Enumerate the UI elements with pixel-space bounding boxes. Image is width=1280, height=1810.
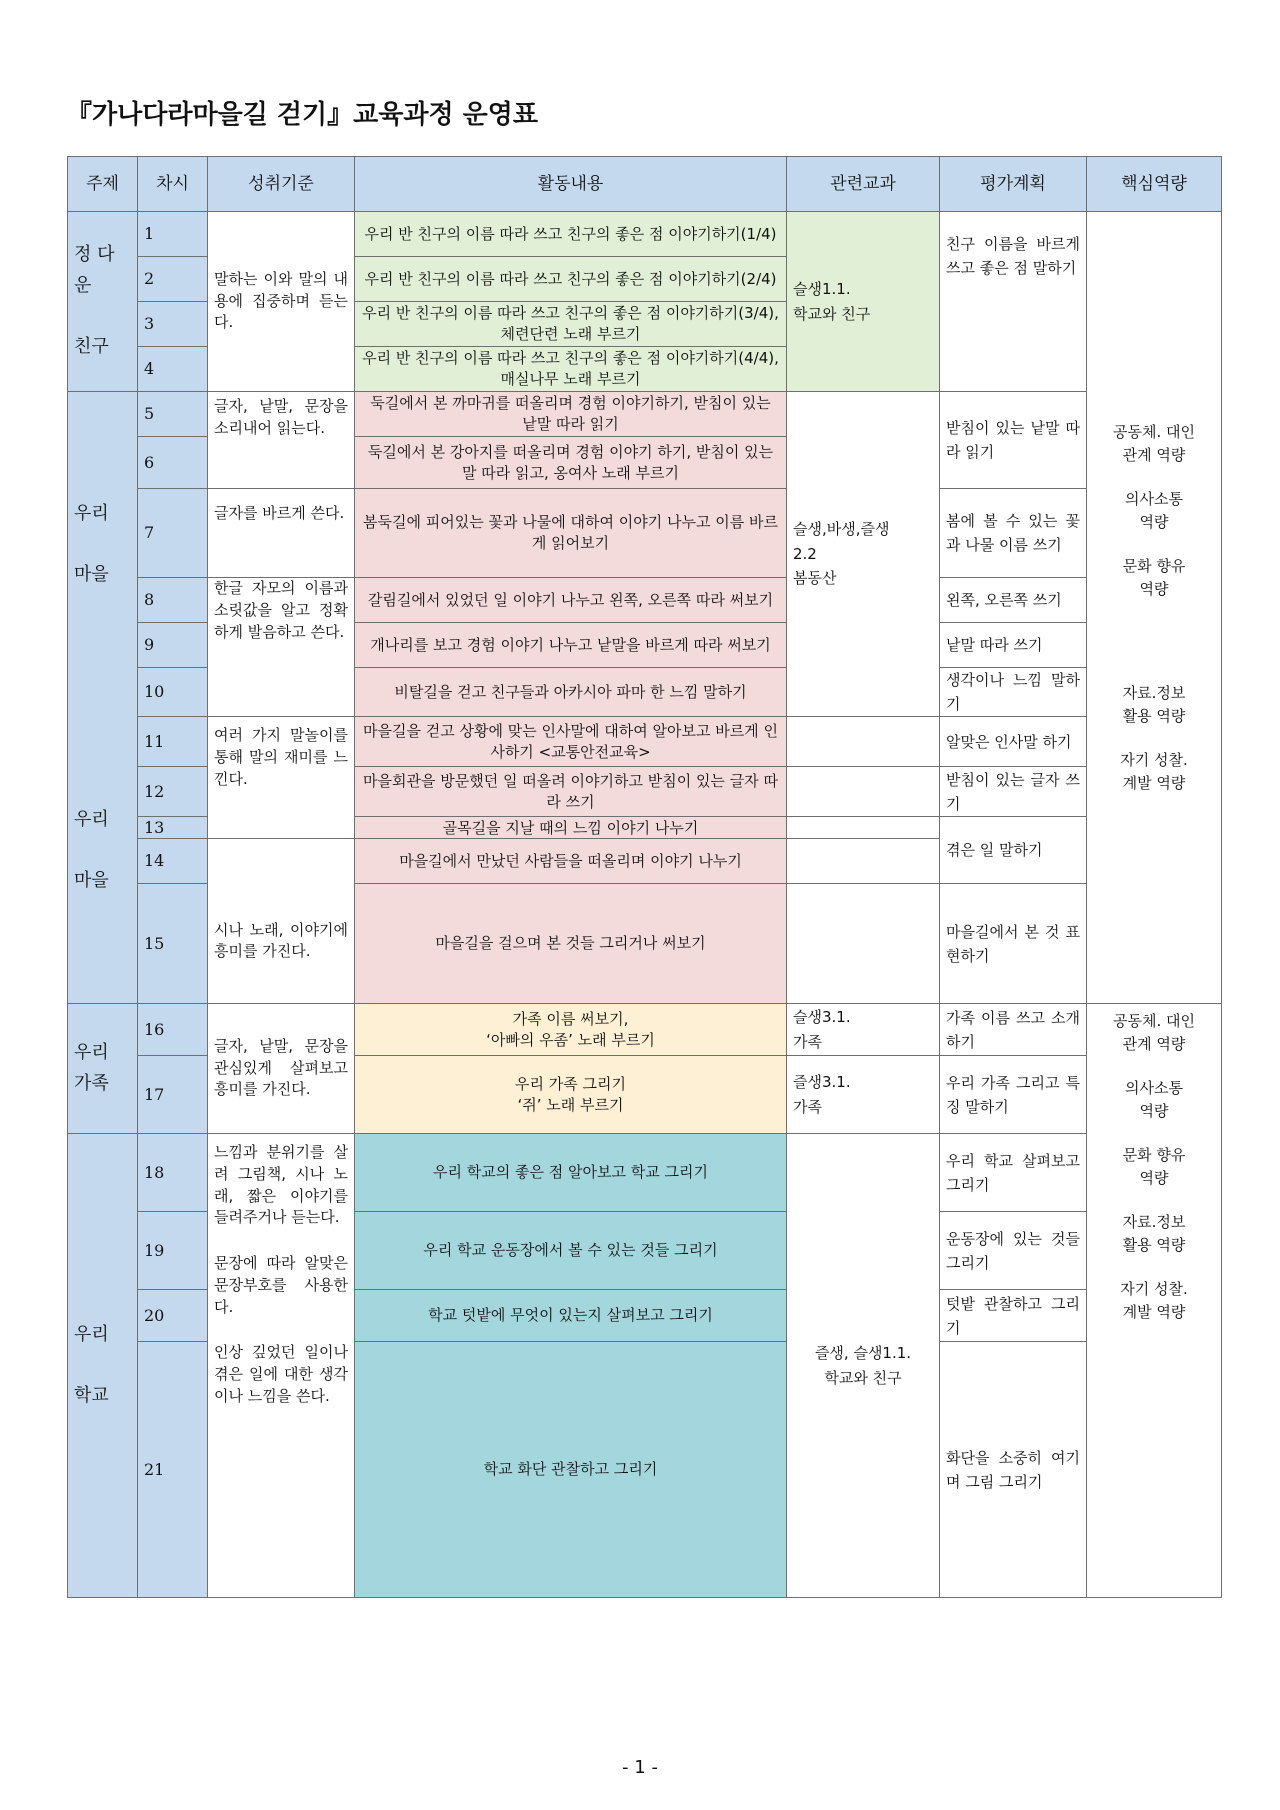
activity-cell: 우리 반 친구의 이름 따라 쓰고 친구의 좋은 점 이야기하기(3/4), 체련단련 노래 부르기: [355, 302, 787, 347]
table-row: [68, 1004, 1222, 1056]
subject-cell: [787, 717, 940, 767]
topic-cell: 우리 가족: [68, 1004, 138, 1134]
evaluation-cell: 낱말 따라 쓰기: [940, 623, 1087, 668]
table-row: [68, 1134, 1222, 1212]
header-activity: 활동내용: [355, 157, 787, 212]
activity-cell: 마을길을 걷고 상황에 맞는 인사말에 대하여 알아보고 바르게 인사하기 <교통안전교육>: [355, 717, 787, 767]
subject-cell: [787, 817, 940, 839]
session-number: 11: [138, 717, 208, 767]
topic-cell: 정 다 운 친구: [68, 212, 138, 392]
session-number: 4: [138, 347, 208, 392]
evaluation-cell: 생각이나 느낌 말하기: [940, 668, 1087, 717]
evaluation-cell: 받침이 있는 낱말 따라 읽기: [940, 392, 1087, 489]
standard-cell: 글자, 낱말, 문장을 관심있게 살펴보고 흥미를 가진다.: [208, 1004, 355, 1134]
topic-cell: 우리 학교: [68, 1134, 138, 1598]
activity-cell: 우리 가족 그리기 ‘쥐’ 노래 부르기: [355, 1056, 787, 1134]
table-row: [68, 578, 1222, 623]
evaluation-cell: 왼쪽, 오른쪽 쓰기: [940, 578, 1087, 623]
competency-cell: 공동체. 대인 관계 역량 의사소통 역량 문화 향유 역량 자료.정보 활용 역량 자기 성찰. 계발 역량: [1087, 212, 1222, 1004]
session-number: 6: [138, 437, 208, 489]
table-row: [68, 489, 1222, 578]
evaluation-cell: 알맞은 인사말 하기: [940, 717, 1087, 767]
evaluation-cell: 봄에 볼 수 있는 꽃과 나물 이름 쓰기: [940, 489, 1087, 578]
table-row: [68, 717, 1222, 767]
header-topic: 주제: [68, 157, 138, 212]
subject-cell: 즐생, 슬생1.1. 학교와 친구: [787, 1134, 940, 1598]
activity-cell: 우리 반 친구의 이름 따라 쓰고 친구의 좋은 점 이야기하기(1/4): [355, 212, 787, 257]
activity-cell: 둑길에서 본 강아지를 떠올리며 경험 이야기 하기, 받침이 있는 말 따라 읽고, 옹여사 노래 부르기: [355, 437, 787, 489]
evaluation-cell: 텃밭 관찰하고 그리기: [940, 1290, 1087, 1342]
activity-cell: 우리 반 친구의 이름 따라 쓰고 친구의 좋은 점 이야기하기(4/4), 매실나무 노래 부르기: [355, 347, 787, 392]
subject-cell: 슬생1.1. 학교와 친구: [787, 212, 940, 392]
session-number: 20: [138, 1290, 208, 1342]
session-number: 7: [138, 489, 208, 578]
session-number: 13: [138, 817, 208, 839]
session-number: 9: [138, 623, 208, 668]
page-number: - 1 -: [622, 1757, 658, 1778]
activity-cell: 학교 텃밭에 무엇이 있는지 살펴보고 그리기: [355, 1290, 787, 1342]
activity-cell: 마을길에서 만났던 사람들을 떠올리며 이야기 나누기: [355, 839, 787, 884]
subject-cell: 슬생3.1. 가족: [787, 1004, 940, 1056]
activity-cell: 개나리를 보고 경험 이야기 나누고 낱말을 바르게 따라 써보기: [355, 623, 787, 668]
standard-cell: 시나 노래, 이야기에 흥미를 가진다.: [208, 839, 355, 1004]
header-row: [68, 157, 1222, 212]
standard-cell: 글자, 낱말, 문장을 소리내어 읽는다.: [208, 392, 355, 489]
session-number: 19: [138, 1212, 208, 1290]
evaluation-cell: 우리 학교 살펴보고 그리기: [940, 1134, 1087, 1212]
standard-cell: 글자를 바르게 쓴다.: [208, 489, 355, 578]
standard-cell: 여러 가지 말놀이를 통해 말의 재미를 느낀다.: [208, 717, 355, 839]
session-number: 10: [138, 668, 208, 717]
evaluation-cell: 우리 가족 그리고 특징 말하기: [940, 1056, 1087, 1134]
header-subject: 관련교과: [787, 157, 940, 212]
evaluation-cell: 화단을 소중히 여기며 그림 그리기: [940, 1342, 1087, 1598]
activity-cell: 학교 화단 관찰하고 그리기: [355, 1342, 787, 1598]
session-number: 21: [138, 1342, 208, 1598]
activity-cell: 둑길에서 본 까마귀를 떠올리며 경험 이야기하기, 받침이 있는 낱말 따라 읽기: [355, 392, 787, 437]
activity-cell: 가족 이름 써보기, ‘아빠의 우좀’ 노래 부르기: [355, 1004, 787, 1056]
activity-cell: 갈림길에서 있었던 일 이야기 나누고 왼쪽, 오른쪽 따라 써보기: [355, 578, 787, 623]
topic-cell: 우리 마을 우리 마을: [68, 392, 138, 1004]
evaluation-cell: 친구 이름을 바르게 쓰고 좋은 점 말하기: [940, 212, 1087, 392]
session-number: 5: [138, 392, 208, 437]
activity-cell: 비탈길을 걷고 친구들과 아카시아 파마 한 느낌 말하기: [355, 668, 787, 717]
standard-cell: 느낌과 분위기를 살려 그림책, 시나 노래, 짧은 이야기를 들려주거나 듣는다. 문장에 따라 알맞은 문장부호를 사용한다. 인상 깊었던 일이나 겪은 일에 대한 생각이나 느낌을 쓴다.: [208, 1134, 355, 1598]
activity-cell: 우리 학교의 좋은 점 알아보고 학교 그리기: [355, 1134, 787, 1212]
page-title: 『가나다라마을길 걷기』교육과정 운영표: [66, 100, 538, 130]
standard-cell: 한글 자모의 이름과 소릿값을 알고 정확하게 발음하고 쓴다.: [208, 578, 355, 717]
session-number: 18: [138, 1134, 208, 1212]
competency-cell: 공동체. 대인 관계 역량 의사소통 역량 문화 향유 역량 자료.정보 활용 역량 자기 성찰. 계발 역량: [1087, 1004, 1222, 1598]
subject-cell: 즐생3.1. 가족: [787, 1056, 940, 1134]
subject-cell: [787, 767, 940, 817]
session-number: 8: [138, 578, 208, 623]
curriculum-table: [67, 156, 1222, 1598]
activity-cell: 마을길을 걸으며 본 것들 그리거나 써보기: [355, 884, 787, 1004]
header-standard: 성취기준: [208, 157, 355, 212]
session-number: 16: [138, 1004, 208, 1056]
activity-cell: 우리 반 친구의 이름 따라 쓰고 친구의 좋은 점 이야기하기(2/4): [355, 257, 787, 302]
session-number: 15: [138, 884, 208, 1004]
evaluation-cell: 운동장에 있는 것들 그리기: [940, 1212, 1087, 1290]
activity-cell: 봄둑길에 피어있는 꽃과 나물에 대하여 이야기 나누고 이름 바르게 읽어보기: [355, 489, 787, 578]
activity-cell: 우리 학교 운동장에서 볼 수 있는 것들 그리기: [355, 1212, 787, 1290]
subject-cell: 슬생,바생,즐생 2.2 봄동산: [787, 392, 940, 717]
session-number: 2: [138, 257, 208, 302]
header-competency: 핵심역량: [1087, 157, 1222, 212]
evaluation-cell: 가족 이름 쓰고 소개하기: [940, 1004, 1087, 1056]
activity-cell: 마을회관을 방문했던 일 떠올려 이야기하고 받침이 있는 글자 따라 쓰기: [355, 767, 787, 817]
standard-cell: 말하는 이와 말의 내용에 집중하며 듣는다.: [208, 212, 355, 392]
session-number: 14: [138, 839, 208, 884]
header-session: 차시: [138, 157, 208, 212]
table-row: [68, 212, 1222, 257]
activity-cell: 골목길을 지날 때의 느낌 이야기 나누기: [355, 817, 787, 839]
evaluation-cell: 받침이 있는 글자 쓰기: [940, 767, 1087, 817]
header-evaluation: 평가계획: [940, 157, 1087, 212]
table-row: [68, 392, 1222, 437]
session-number: 17: [138, 1056, 208, 1134]
evaluation-cell: 마을길에서 본 것 표현하기: [940, 884, 1087, 1004]
evaluation-cell: 겪은 일 말하기: [940, 817, 1087, 884]
session-number: 1: [138, 212, 208, 257]
session-number: 12: [138, 767, 208, 817]
subject-cell: [787, 839, 940, 884]
subject-cell: [787, 884, 940, 1004]
session-number: 3: [138, 302, 208, 347]
